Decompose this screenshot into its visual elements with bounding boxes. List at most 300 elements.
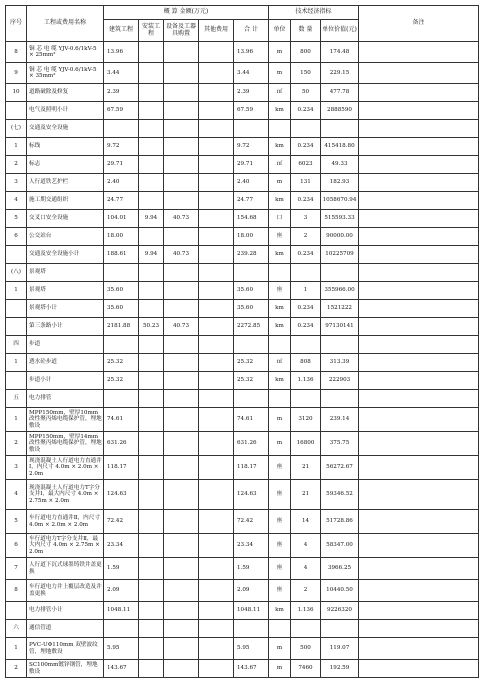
cell-cons: 35.60 bbox=[104, 300, 139, 318]
cell-total bbox=[234, 620, 269, 638]
cell-equip bbox=[164, 408, 199, 432]
cell-equip bbox=[164, 510, 199, 534]
cell-remark bbox=[359, 84, 479, 102]
cell-seq: 7 bbox=[6, 558, 27, 580]
cell-price bbox=[321, 264, 359, 282]
cell-cons: 2.39 bbox=[104, 84, 139, 102]
cell-price bbox=[321, 620, 359, 638]
cell-unit: 座 bbox=[269, 534, 291, 558]
cell-qty: 808 bbox=[291, 354, 321, 372]
cell-cons bbox=[104, 264, 139, 282]
cell-remark bbox=[359, 580, 479, 602]
cell-name: 人行道下沉式球墨铸铁井盖更换 bbox=[27, 558, 104, 580]
cell-name: 景观塔 bbox=[27, 282, 104, 300]
cell-qty: 3 bbox=[291, 210, 321, 228]
cell-equip bbox=[164, 534, 199, 558]
cell-total: 5.95 bbox=[234, 638, 269, 660]
cell-cons: 188.61 bbox=[104, 246, 139, 264]
cell-cons: 118.17 bbox=[104, 456, 139, 480]
cell-total: 239.28 bbox=[234, 246, 269, 264]
cell-seq: 8 bbox=[6, 580, 27, 602]
cell-cons: 1048.11 bbox=[104, 602, 139, 620]
cell-other bbox=[199, 638, 234, 660]
table-row bbox=[6, 192, 479, 210]
cell-inst bbox=[139, 558, 164, 580]
cell-name: 现浇混凝土人行道电力直通井Ⅰ，内尺寸 4.0m × 2.0m × 2.0m bbox=[27, 456, 104, 480]
cell-inst bbox=[139, 510, 164, 534]
cell-equip bbox=[164, 336, 199, 354]
cell-total: 74.61 bbox=[234, 408, 269, 432]
cell-other bbox=[199, 620, 234, 638]
cell-qty: 0.234 bbox=[291, 138, 321, 156]
cell-name: 现浇混凝土人行道电力T字分支井Ⅰ，最大内尺寸 4.0m × 2.75m × 2.0m bbox=[27, 480, 104, 510]
cell-price: 222903 bbox=[321, 372, 359, 390]
cell-total: 124.63 bbox=[234, 480, 269, 510]
cell-inst bbox=[139, 282, 164, 300]
cell-price: 2888590 bbox=[321, 102, 359, 120]
cell-other bbox=[199, 580, 234, 602]
cell-other bbox=[199, 42, 234, 63]
table-row bbox=[6, 336, 479, 354]
cell-other bbox=[199, 480, 234, 510]
cell-seq: 四 bbox=[6, 336, 27, 354]
cell-price: 313.39 bbox=[321, 354, 359, 372]
cell-other bbox=[199, 210, 234, 228]
cell-remark bbox=[359, 120, 479, 138]
cell-remark bbox=[359, 510, 479, 534]
cell-seq: 9 bbox=[6, 63, 27, 84]
cell-remark bbox=[359, 192, 479, 210]
cell-name: 电气及照明小计 bbox=[27, 102, 104, 120]
cell-qty: 2 bbox=[291, 580, 321, 602]
cell-seq bbox=[6, 318, 27, 336]
cell-inst: 9.94 bbox=[139, 246, 164, 264]
cell-name: 景观塔 bbox=[27, 264, 104, 282]
cell-qty: 6023 bbox=[291, 156, 321, 174]
cell-unit: km bbox=[269, 102, 291, 120]
cell-inst bbox=[139, 228, 164, 246]
cell-price bbox=[321, 120, 359, 138]
cell-cons: 13.96 bbox=[104, 42, 139, 63]
cell-qty bbox=[291, 120, 321, 138]
cell-unit: m bbox=[269, 408, 291, 432]
cell-name: 车行道电力井上覆层改造及井盖更换 bbox=[27, 580, 104, 602]
cell-remark bbox=[359, 432, 479, 456]
cell-total: 24.77 bbox=[234, 192, 269, 210]
cell-qty: 7460 bbox=[291, 660, 321, 678]
cell-name: 交叉口安全设施 bbox=[27, 210, 104, 228]
cell-total bbox=[234, 390, 269, 408]
cell-seq: 1 bbox=[6, 638, 27, 660]
table-row bbox=[6, 42, 479, 63]
cell-price: 415418.80 bbox=[321, 138, 359, 156]
cell-cons: 67.59 bbox=[104, 102, 139, 120]
cell-other bbox=[199, 660, 234, 678]
cell-total: 2.09 bbox=[234, 580, 269, 602]
cell-cons: 3.44 bbox=[104, 63, 139, 84]
table-row bbox=[6, 138, 479, 156]
cell-total: 72.42 bbox=[234, 510, 269, 534]
cell-qty: 800 bbox=[291, 42, 321, 63]
cell-unit: 座 bbox=[269, 480, 291, 510]
cell-equip bbox=[164, 138, 199, 156]
cell-unit: km bbox=[269, 192, 291, 210]
cell-seq: 6 bbox=[6, 228, 27, 246]
cell-cons: 25.32 bbox=[104, 354, 139, 372]
table-row bbox=[6, 102, 479, 120]
cell-cons: 2.09 bbox=[104, 580, 139, 602]
cell-unit: 座 bbox=[269, 510, 291, 534]
cell-qty: 0.234 bbox=[291, 318, 321, 336]
cell-unit bbox=[269, 390, 291, 408]
budget-table bbox=[5, 5, 479, 678]
cell-cons: 631.26 bbox=[104, 432, 139, 456]
cell-cons: 35.60 bbox=[104, 282, 139, 300]
cell-seq bbox=[6, 246, 27, 264]
table-row bbox=[6, 372, 479, 390]
cell-inst bbox=[139, 456, 164, 480]
cell-remark bbox=[359, 390, 479, 408]
cell-equip bbox=[164, 354, 199, 372]
table-row bbox=[6, 432, 479, 456]
cell-name: 景观塔小计 bbox=[27, 300, 104, 318]
cell-name: 通信管道 bbox=[27, 620, 104, 638]
cell-qty: 50 bbox=[291, 84, 321, 102]
cell-qty bbox=[291, 264, 321, 282]
cell-cons: 2.40 bbox=[104, 174, 139, 192]
cell-price: 90000.00 bbox=[321, 228, 359, 246]
header-seq: 序号 bbox=[6, 6, 27, 42]
cell-name: SC100mm镀锌钢管，埋地敷设 bbox=[27, 660, 104, 678]
cell-inst bbox=[139, 534, 164, 558]
cell-name: 车行道电力T字分支井Ⅱ，最大内尺寸 4.0m × 2.75m × 2.0m bbox=[27, 534, 104, 558]
cell-other bbox=[199, 456, 234, 480]
cell-remark bbox=[359, 336, 479, 354]
cell-cons: 124.63 bbox=[104, 480, 139, 510]
cell-name: 标志 bbox=[27, 156, 104, 174]
cell-price: 1058670.94 bbox=[321, 192, 359, 210]
cell-unit: 口 bbox=[269, 210, 291, 228]
header-other: 其他费用 bbox=[199, 20, 234, 42]
cell-equip bbox=[164, 432, 199, 456]
table-row bbox=[6, 210, 479, 228]
table-row bbox=[6, 620, 479, 638]
cell-remark bbox=[359, 264, 479, 282]
cell-seq bbox=[6, 602, 27, 620]
cell-cons: 25.32 bbox=[104, 372, 139, 390]
cell-name: 电力排管 bbox=[27, 390, 104, 408]
cell-price: 10225709 bbox=[321, 246, 359, 264]
cell-unit: ㎡ bbox=[269, 156, 291, 174]
cell-cons: 24.77 bbox=[104, 192, 139, 210]
cell-cons: 72.42 bbox=[104, 510, 139, 534]
cell-unit: km bbox=[269, 318, 291, 336]
cell-name: 道路破除及修复 bbox=[27, 84, 104, 102]
cell-other bbox=[199, 138, 234, 156]
cell-price bbox=[321, 390, 359, 408]
cell-remark bbox=[359, 138, 479, 156]
cell-remark bbox=[359, 42, 479, 63]
cell-unit: km bbox=[269, 372, 291, 390]
cell-unit: km bbox=[269, 246, 291, 264]
cell-qty: 0.234 bbox=[291, 102, 321, 120]
cell-other bbox=[199, 156, 234, 174]
cell-equip bbox=[164, 84, 199, 102]
cell-other bbox=[199, 300, 234, 318]
cell-unit bbox=[269, 264, 291, 282]
table-row bbox=[6, 580, 479, 602]
cell-name: 车行道电力直通井Ⅱ，内尺寸 4.0m × 2.0m × 2.0m bbox=[27, 510, 104, 534]
cell-unit bbox=[269, 620, 291, 638]
table-row bbox=[6, 264, 479, 282]
cell-name: 第三条路小计 bbox=[27, 318, 104, 336]
cell-inst bbox=[139, 120, 164, 138]
cell-equip bbox=[164, 390, 199, 408]
cell-cons: 1.59 bbox=[104, 558, 139, 580]
cell-total: 2.40 bbox=[234, 174, 269, 192]
cell-name: MPP150mm，壁厚14mm改性聚丙烯电缆保护管，埋地敷设 bbox=[27, 432, 104, 456]
cell-remark bbox=[359, 558, 479, 580]
cell-other bbox=[199, 84, 234, 102]
cell-remark bbox=[359, 620, 479, 638]
cell-seq bbox=[6, 372, 27, 390]
cell-inst bbox=[139, 408, 164, 432]
cell-other bbox=[199, 534, 234, 558]
cell-seq: 8 bbox=[6, 42, 27, 63]
cell-equip bbox=[164, 456, 199, 480]
cell-total bbox=[234, 336, 269, 354]
table-row bbox=[6, 534, 479, 558]
table-row bbox=[6, 246, 479, 264]
cell-qty: 4 bbox=[291, 558, 321, 580]
table-row bbox=[6, 120, 479, 138]
cell-qty: 131 bbox=[291, 174, 321, 192]
cell-price: 9226320 bbox=[321, 602, 359, 620]
cell-remark bbox=[359, 63, 479, 84]
cell-inst bbox=[139, 660, 164, 678]
cell-price: 59346.52 bbox=[321, 480, 359, 510]
cell-total: 9.72 bbox=[234, 138, 269, 156]
cell-unit: 座 bbox=[269, 456, 291, 480]
cell-unit: m bbox=[269, 174, 291, 192]
cell-equip bbox=[164, 620, 199, 638]
cell-price: 49.33 bbox=[321, 156, 359, 174]
table-row bbox=[6, 456, 479, 480]
cell-equip bbox=[164, 102, 199, 120]
cell-seq: (七) bbox=[6, 120, 27, 138]
cell-qty bbox=[291, 620, 321, 638]
cell-price: 3966.25 bbox=[321, 558, 359, 580]
cell-qty: 1.136 bbox=[291, 602, 321, 620]
cell-total: 35.60 bbox=[234, 282, 269, 300]
cell-total: 154.68 bbox=[234, 210, 269, 228]
cell-cons: 2181.88 bbox=[104, 318, 139, 336]
cell-qty: 150 bbox=[291, 63, 321, 84]
cell-inst bbox=[139, 354, 164, 372]
cell-equip bbox=[164, 558, 199, 580]
cell-remark bbox=[359, 602, 479, 620]
cell-total: 3.44 bbox=[234, 63, 269, 84]
cell-qty: 500 bbox=[291, 638, 321, 660]
cell-seq: 1 bbox=[6, 408, 27, 432]
cell-seq: 1 bbox=[6, 138, 27, 156]
table-row bbox=[6, 63, 479, 84]
cell-name: 透水砼步道 bbox=[27, 354, 104, 372]
cell-seq: (八) bbox=[6, 264, 27, 282]
cell-seq: 3 bbox=[6, 174, 27, 192]
cell-other bbox=[199, 63, 234, 84]
cell-price: 192.59 bbox=[321, 660, 359, 678]
cell-equip bbox=[164, 372, 199, 390]
cell-name: 铜 芯 电 缆 YJV-0.6/1kV-5 × 35mm² bbox=[27, 63, 104, 84]
table-row bbox=[6, 354, 479, 372]
cell-price: 51728.86 bbox=[321, 510, 359, 534]
cell-seq: 六 bbox=[6, 620, 27, 638]
cell-seq: 5 bbox=[6, 210, 27, 228]
cell-inst bbox=[139, 264, 164, 282]
cell-seq: 1 bbox=[6, 354, 27, 372]
cell-other bbox=[199, 228, 234, 246]
cell-price: 1521222 bbox=[321, 300, 359, 318]
cell-unit: ㎡ bbox=[269, 354, 291, 372]
table-row bbox=[6, 282, 479, 300]
cell-other bbox=[199, 372, 234, 390]
cell-qty: 1 bbox=[291, 282, 321, 300]
cell-remark bbox=[359, 480, 479, 510]
cell-price bbox=[321, 336, 359, 354]
cell-inst bbox=[139, 638, 164, 660]
cell-price: 97130141 bbox=[321, 318, 359, 336]
cell-cons bbox=[104, 390, 139, 408]
cell-equip bbox=[164, 174, 199, 192]
cell-qty: 0.234 bbox=[291, 300, 321, 318]
cell-qty: 4 bbox=[291, 534, 321, 558]
cell-total: 29.71 bbox=[234, 156, 269, 174]
cell-cons bbox=[104, 120, 139, 138]
cell-qty bbox=[291, 336, 321, 354]
cell-other bbox=[199, 432, 234, 456]
cell-remark bbox=[359, 660, 479, 678]
cell-inst bbox=[139, 42, 164, 63]
cell-other bbox=[199, 120, 234, 138]
cell-name: 施工期交通组织 bbox=[27, 192, 104, 210]
cell-unit: m bbox=[269, 63, 291, 84]
table-row bbox=[6, 558, 479, 580]
cell-other bbox=[199, 102, 234, 120]
header-remark: 备注 bbox=[359, 6, 479, 42]
cell-seq bbox=[6, 300, 27, 318]
cell-total: 631.26 bbox=[234, 432, 269, 456]
cell-total bbox=[234, 120, 269, 138]
cell-remark bbox=[359, 300, 479, 318]
cell-remark bbox=[359, 282, 479, 300]
cell-remark bbox=[359, 102, 479, 120]
cell-inst: 9.94 bbox=[139, 210, 164, 228]
cell-inst bbox=[139, 84, 164, 102]
cell-qty: 0.234 bbox=[291, 246, 321, 264]
cell-unit: 座 bbox=[269, 580, 291, 602]
cell-name: 人行道铁艺护栏 bbox=[27, 174, 104, 192]
cell-seq: 1 bbox=[6, 282, 27, 300]
cell-inst bbox=[139, 156, 164, 174]
cell-unit bbox=[269, 120, 291, 138]
cell-equip bbox=[164, 282, 199, 300]
cell-seq: 6 bbox=[6, 534, 27, 558]
cell-remark bbox=[359, 354, 479, 372]
cell-other bbox=[199, 318, 234, 336]
cell-inst bbox=[139, 390, 164, 408]
cell-total: 23.34 bbox=[234, 534, 269, 558]
cell-cons: 143.67 bbox=[104, 660, 139, 678]
cell-remark bbox=[359, 246, 479, 264]
cell-other bbox=[199, 336, 234, 354]
cell-price: 174.48 bbox=[321, 42, 359, 63]
cell-price: 515593.33 bbox=[321, 210, 359, 228]
cell-qty: 1.136 bbox=[291, 372, 321, 390]
table-body bbox=[6, 42, 479, 678]
cell-seq: 4 bbox=[6, 480, 27, 510]
cell-remark bbox=[359, 228, 479, 246]
cell-equip bbox=[164, 602, 199, 620]
cell-seq: 10 bbox=[6, 84, 27, 102]
cell-remark bbox=[359, 638, 479, 660]
cell-inst bbox=[139, 620, 164, 638]
cell-qty: 21 bbox=[291, 456, 321, 480]
cell-equip: 40.73 bbox=[164, 318, 199, 336]
cell-name: 交通及安全设施小计 bbox=[27, 246, 104, 264]
cell-inst: 50.23 bbox=[139, 318, 164, 336]
table-row bbox=[6, 174, 479, 192]
cell-unit: 座 bbox=[269, 282, 291, 300]
cell-inst bbox=[139, 300, 164, 318]
cell-equip bbox=[164, 42, 199, 63]
cell-unit: ㎡ bbox=[269, 84, 291, 102]
header-total: 合 计 bbox=[234, 20, 269, 42]
header-tech-group: 技术经济指标 bbox=[269, 6, 359, 20]
cell-remark bbox=[359, 174, 479, 192]
cell-seq: 5 bbox=[6, 510, 27, 534]
cell-inst bbox=[139, 580, 164, 602]
cell-qty: 0.234 bbox=[291, 192, 321, 210]
cell-equip bbox=[164, 228, 199, 246]
table-row bbox=[6, 638, 479, 660]
cell-total: 67.59 bbox=[234, 102, 269, 120]
cell-price: 229.15 bbox=[321, 63, 359, 84]
cell-equip: 40.73 bbox=[164, 246, 199, 264]
cell-unit: km bbox=[269, 300, 291, 318]
cell-other bbox=[199, 192, 234, 210]
cell-equip bbox=[164, 120, 199, 138]
cell-name: 公交站台 bbox=[27, 228, 104, 246]
cell-remark bbox=[359, 318, 479, 336]
table-row bbox=[6, 390, 479, 408]
cell-inst bbox=[139, 480, 164, 510]
cell-inst bbox=[139, 102, 164, 120]
cell-other bbox=[199, 408, 234, 432]
table-row bbox=[6, 602, 479, 620]
cell-qty: 16800 bbox=[291, 432, 321, 456]
cell-seq: 2 bbox=[6, 660, 27, 678]
table-row bbox=[6, 300, 479, 318]
header-unit: 单位 bbox=[269, 20, 291, 42]
table-row bbox=[6, 84, 479, 102]
header-installation: 安装工程 bbox=[139, 20, 164, 42]
cell-equip: 40.73 bbox=[164, 210, 199, 228]
cell-remark bbox=[359, 210, 479, 228]
cell-unit: m bbox=[269, 432, 291, 456]
cell-seq: 2 bbox=[6, 432, 27, 456]
cell-remark bbox=[359, 408, 479, 432]
